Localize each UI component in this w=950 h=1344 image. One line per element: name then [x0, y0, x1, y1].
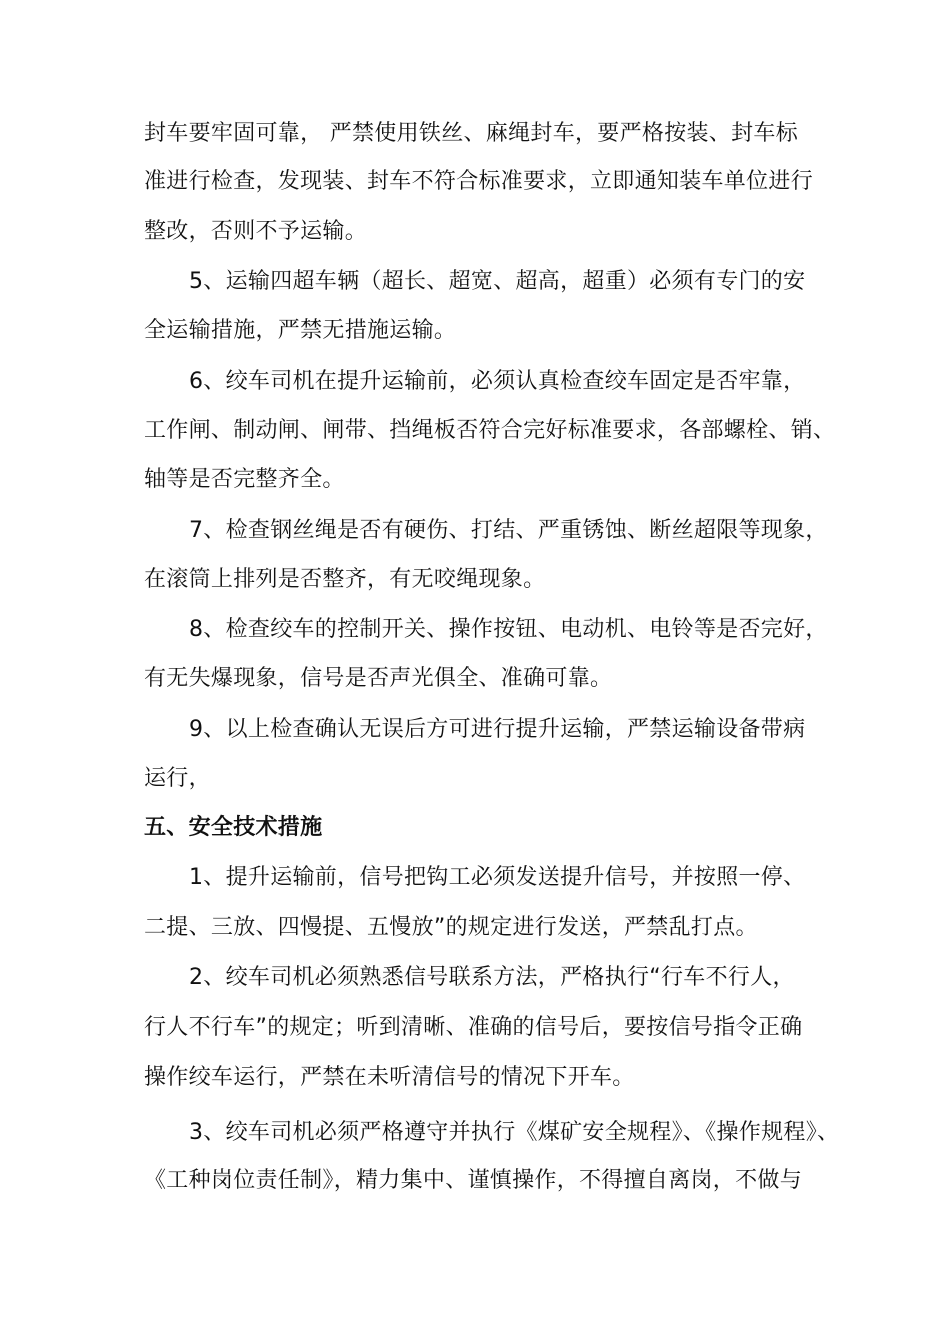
- body-text-line: 行人不行车”的规定；听到清晰、准确的信号后，要按信号指令正确: [144, 1015, 803, 1040]
- list-item-6-line: 6、绞车司机在提升运输前，必须认真检查绞车固定是否牢靠，: [189, 369, 806, 394]
- body-text-line: 操作绞车运行，严禁在未听清信号的情况下开车。: [144, 1065, 635, 1090]
- list-item-5-line: 5、运输四超车辆（超长、超宽、超高，超重）必须有专门的安: [189, 269, 806, 294]
- body-text-line: 工作闸、制动闸、闸带、挡绳板否符合完好标准要求，各部螺栓、销、: [144, 418, 836, 443]
- body-text-line: 二提、三放、四慢提、五慢放”的规定进行发送，严禁乱打点。: [144, 915, 758, 940]
- body-text-line: 运行，: [144, 766, 211, 791]
- list-item-7-line: 7、检查钢丝绳是否有硬伤、打结、严重锈蚀、断丝超限等现象，: [189, 518, 828, 543]
- list-item-9-line: 9、以上检查确认无误后方可进行提升运输，严禁运输设备带病: [189, 717, 806, 742]
- body-text-line: 全运输措施，严禁无措施运输。: [144, 318, 457, 343]
- body-text-line: 准进行检查，发现装、封车不符合标准要求，立即通知装车单位进行: [144, 169, 814, 194]
- body-text-line: 封车要牢固可靠， 严禁使用铁丝、麻绳封车，要严格按装、封车标: [144, 121, 798, 146]
- list-item-2-line: 2、绞车司机必须熟悉信号联系方法，严格执行“行车不行人，: [189, 965, 795, 990]
- list-item-8-line: 8、检查绞车的控制开关、操作按钮、电动机、电铃等是否完好，: [189, 617, 828, 642]
- body-text-line: 有无失爆现象，信号是否声光俱全、准确可靠。: [144, 666, 613, 691]
- section-heading: 五、安全技术措施: [144, 815, 323, 840]
- body-text-line: 《工种岗位责任制》，精力集中、谨慎操作，不得擅自离岗，不做与: [144, 1168, 803, 1193]
- body-text-line: 在滚筒上排列是否整齐，有无咬绳现象。: [144, 567, 546, 592]
- list-item-3-line: 3、绞车司机必须严格遵守并执行《煤矿安全规程》、《操作规程》、: [189, 1120, 840, 1145]
- body-text-line: 轴等是否完整齐全。: [144, 467, 345, 492]
- list-item-1-line: 1、提升运输前，信号把钩工必须发送提升信号，并按照一停、: [189, 865, 806, 890]
- body-text-line: 整改，否则不予运输。: [144, 219, 368, 244]
